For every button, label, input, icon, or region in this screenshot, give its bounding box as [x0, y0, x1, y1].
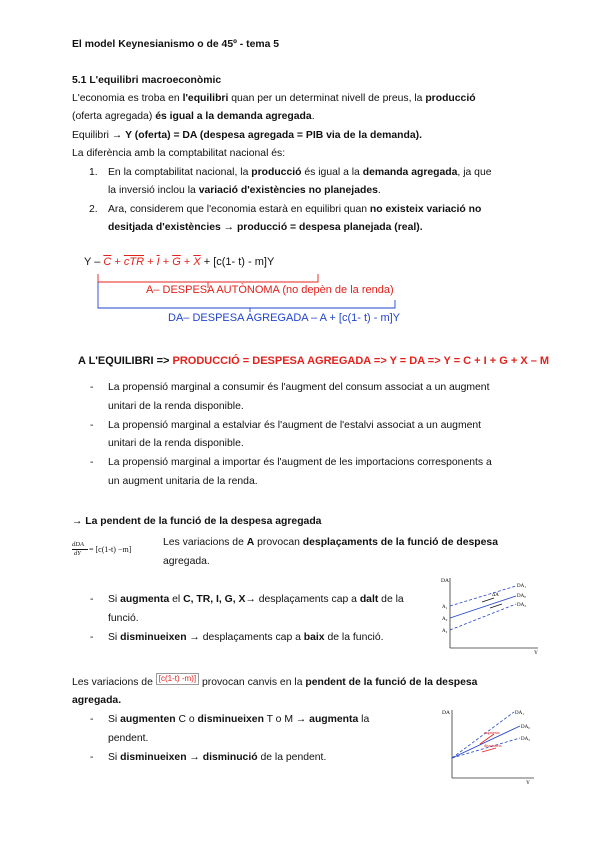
graph2-label-up: augmenta — [484, 730, 500, 735]
graph1-label-a0: A₀ — [442, 617, 448, 622]
aggregate-expenditure-label: DA– DESPESA AGREGADA – A + [c(1- t) - m]Y — [168, 312, 400, 324]
graph2-line-da1 — [452, 712, 514, 758]
list-item-2-line1: 2. Ara, considerem que l'economia estarà en equilibri quan no existeix variació no — [89, 204, 482, 215]
propensity-save-line2: unitari de la renda disponible. — [108, 438, 244, 449]
paragraph-equilibri-line1: L'economia es troba en l'equilibri quan per un determinat nivell de preus, la producció — [72, 93, 476, 104]
graph1-line-da2 — [450, 604, 516, 630]
equilibrium-condition: A L'EQUILIBRI => PRODUCCIÓ = DESPESA AGREGADA => Y = DA => Y = C + I + G + X – M — [78, 355, 550, 367]
slope-paragraph-line1: Les variacions de [c(1-t) -m)] provocan canvis en la pendent de la funció de la despesa — [72, 674, 478, 688]
graph1-label-a1: A₁ — [442, 605, 448, 610]
graph2-label-da2: DA₂ — [521, 737, 530, 742]
graph1-label-a2: A₂ — [442, 629, 448, 634]
bullet-increase-line2: funció. — [108, 613, 139, 624]
propensity-consume-line1: - La propensió marginal a consumir és l'augment del consum associat a un augment — [108, 381, 489, 394]
bullet-decrease: - Si disminueixen → desplaçaments cap a baix de la funció. — [108, 631, 384, 644]
list-item-2-line2: desitjada d'existències → producció = despesa planejada (real). — [108, 222, 423, 233]
slope-graph — [440, 704, 540, 784]
page-title: El model Keynesianismo o de 45º - tema 5 — [72, 39, 280, 50]
propensity-import-line2: un augment unitaria de la renda. — [108, 476, 258, 487]
graph2-label-down: disminueix — [484, 743, 502, 748]
graph2-xlabel: Y — [526, 780, 530, 784]
shift-paragraph-line2: agregada. — [163, 556, 210, 567]
graph1-xlabel: Y — [534, 650, 538, 656]
aggregate-expenditure-formula: $Y - \overline{C} + \overline{cTR} + \overline{I} + \overline{G} + \overline{X} + [c(1-$ t) - m]Y — [84, 256, 275, 268]
graph2-ylabel: DA — [442, 710, 450, 716]
section-heading: 5.1 L'equilibri macroeconòmic — [72, 75, 222, 86]
paragraph-equilibri-line2: (oferta agregada) és igual a la demanda agregada. — [72, 111, 315, 122]
bullet-slope-decrease: - Si disminueixen → disminució de la pendent. — [108, 751, 326, 764]
propensity-consume-line2: unitari de la renda disponible. — [108, 401, 244, 412]
shift-graph — [436, 572, 546, 656]
graph2-label-da0: DA₀ — [521, 725, 530, 730]
slope-paragraph-line2: agregada. — [72, 695, 122, 706]
graph1-label-da2: DA₂ — [517, 603, 526, 608]
derivative-formula: dDA dY = [c(1-t) −m] — [72, 541, 132, 557]
graph2-label-da1: DA₁ — [515, 711, 524, 716]
list-item-1-line1: 1. En la comptabilitat nacional, la producció és igual a la demanda agregada, ja que — [89, 167, 492, 178]
graph2-line-da2 — [452, 738, 520, 758]
bullet-slope-increase-line2: pendent. — [108, 733, 149, 744]
propensity-import-line1: - La propensió marginal a importar és l'augment de les importacions corresponents a — [108, 456, 492, 469]
graph1-label-delta: ΔA — [492, 593, 499, 598]
difference-intro: La diferència amb la comptabilitat nacional és: — [72, 148, 286, 159]
graph1-label-da0: DA₀ — [517, 594, 526, 599]
shift-paragraph-line1: Les variacions de A provocan desplaçaments de la funció de despesa — [163, 537, 498, 548]
propensity-save-line1: - La propensió marginal a estalviar és l'augment de l'estalvi associat a un augment — [108, 419, 481, 432]
bullet-slope-increase-line1: - Si augmenten C o disminueixen T o M → augmenta la — [108, 713, 369, 726]
graph1-line-da1 — [450, 586, 516, 606]
graph1-line-da0 — [450, 596, 516, 618]
graph1-label-da1: DA₁ — [517, 584, 526, 589]
autonomous-expenditure-label: A– DESPESA AUTÒNOMA (no depèn de la renda) — [146, 284, 394, 296]
graph1-ylabel: DA — [441, 578, 449, 584]
bullet-increase-line1: - Si augmenta el C, TR, I, G, X→ desplaçaments cap a dalt de la — [108, 593, 404, 606]
equilibri-definition: Equilibri → Y (oferta) = DA (despesa agregada = PIB via de la demanda). — [72, 130, 422, 141]
list-item-1-line2: la inversió inclou la variació d'existències no planejades. — [108, 185, 381, 196]
slope-heading: → La pendent de la funció de la despesa agregada — [72, 516, 322, 527]
